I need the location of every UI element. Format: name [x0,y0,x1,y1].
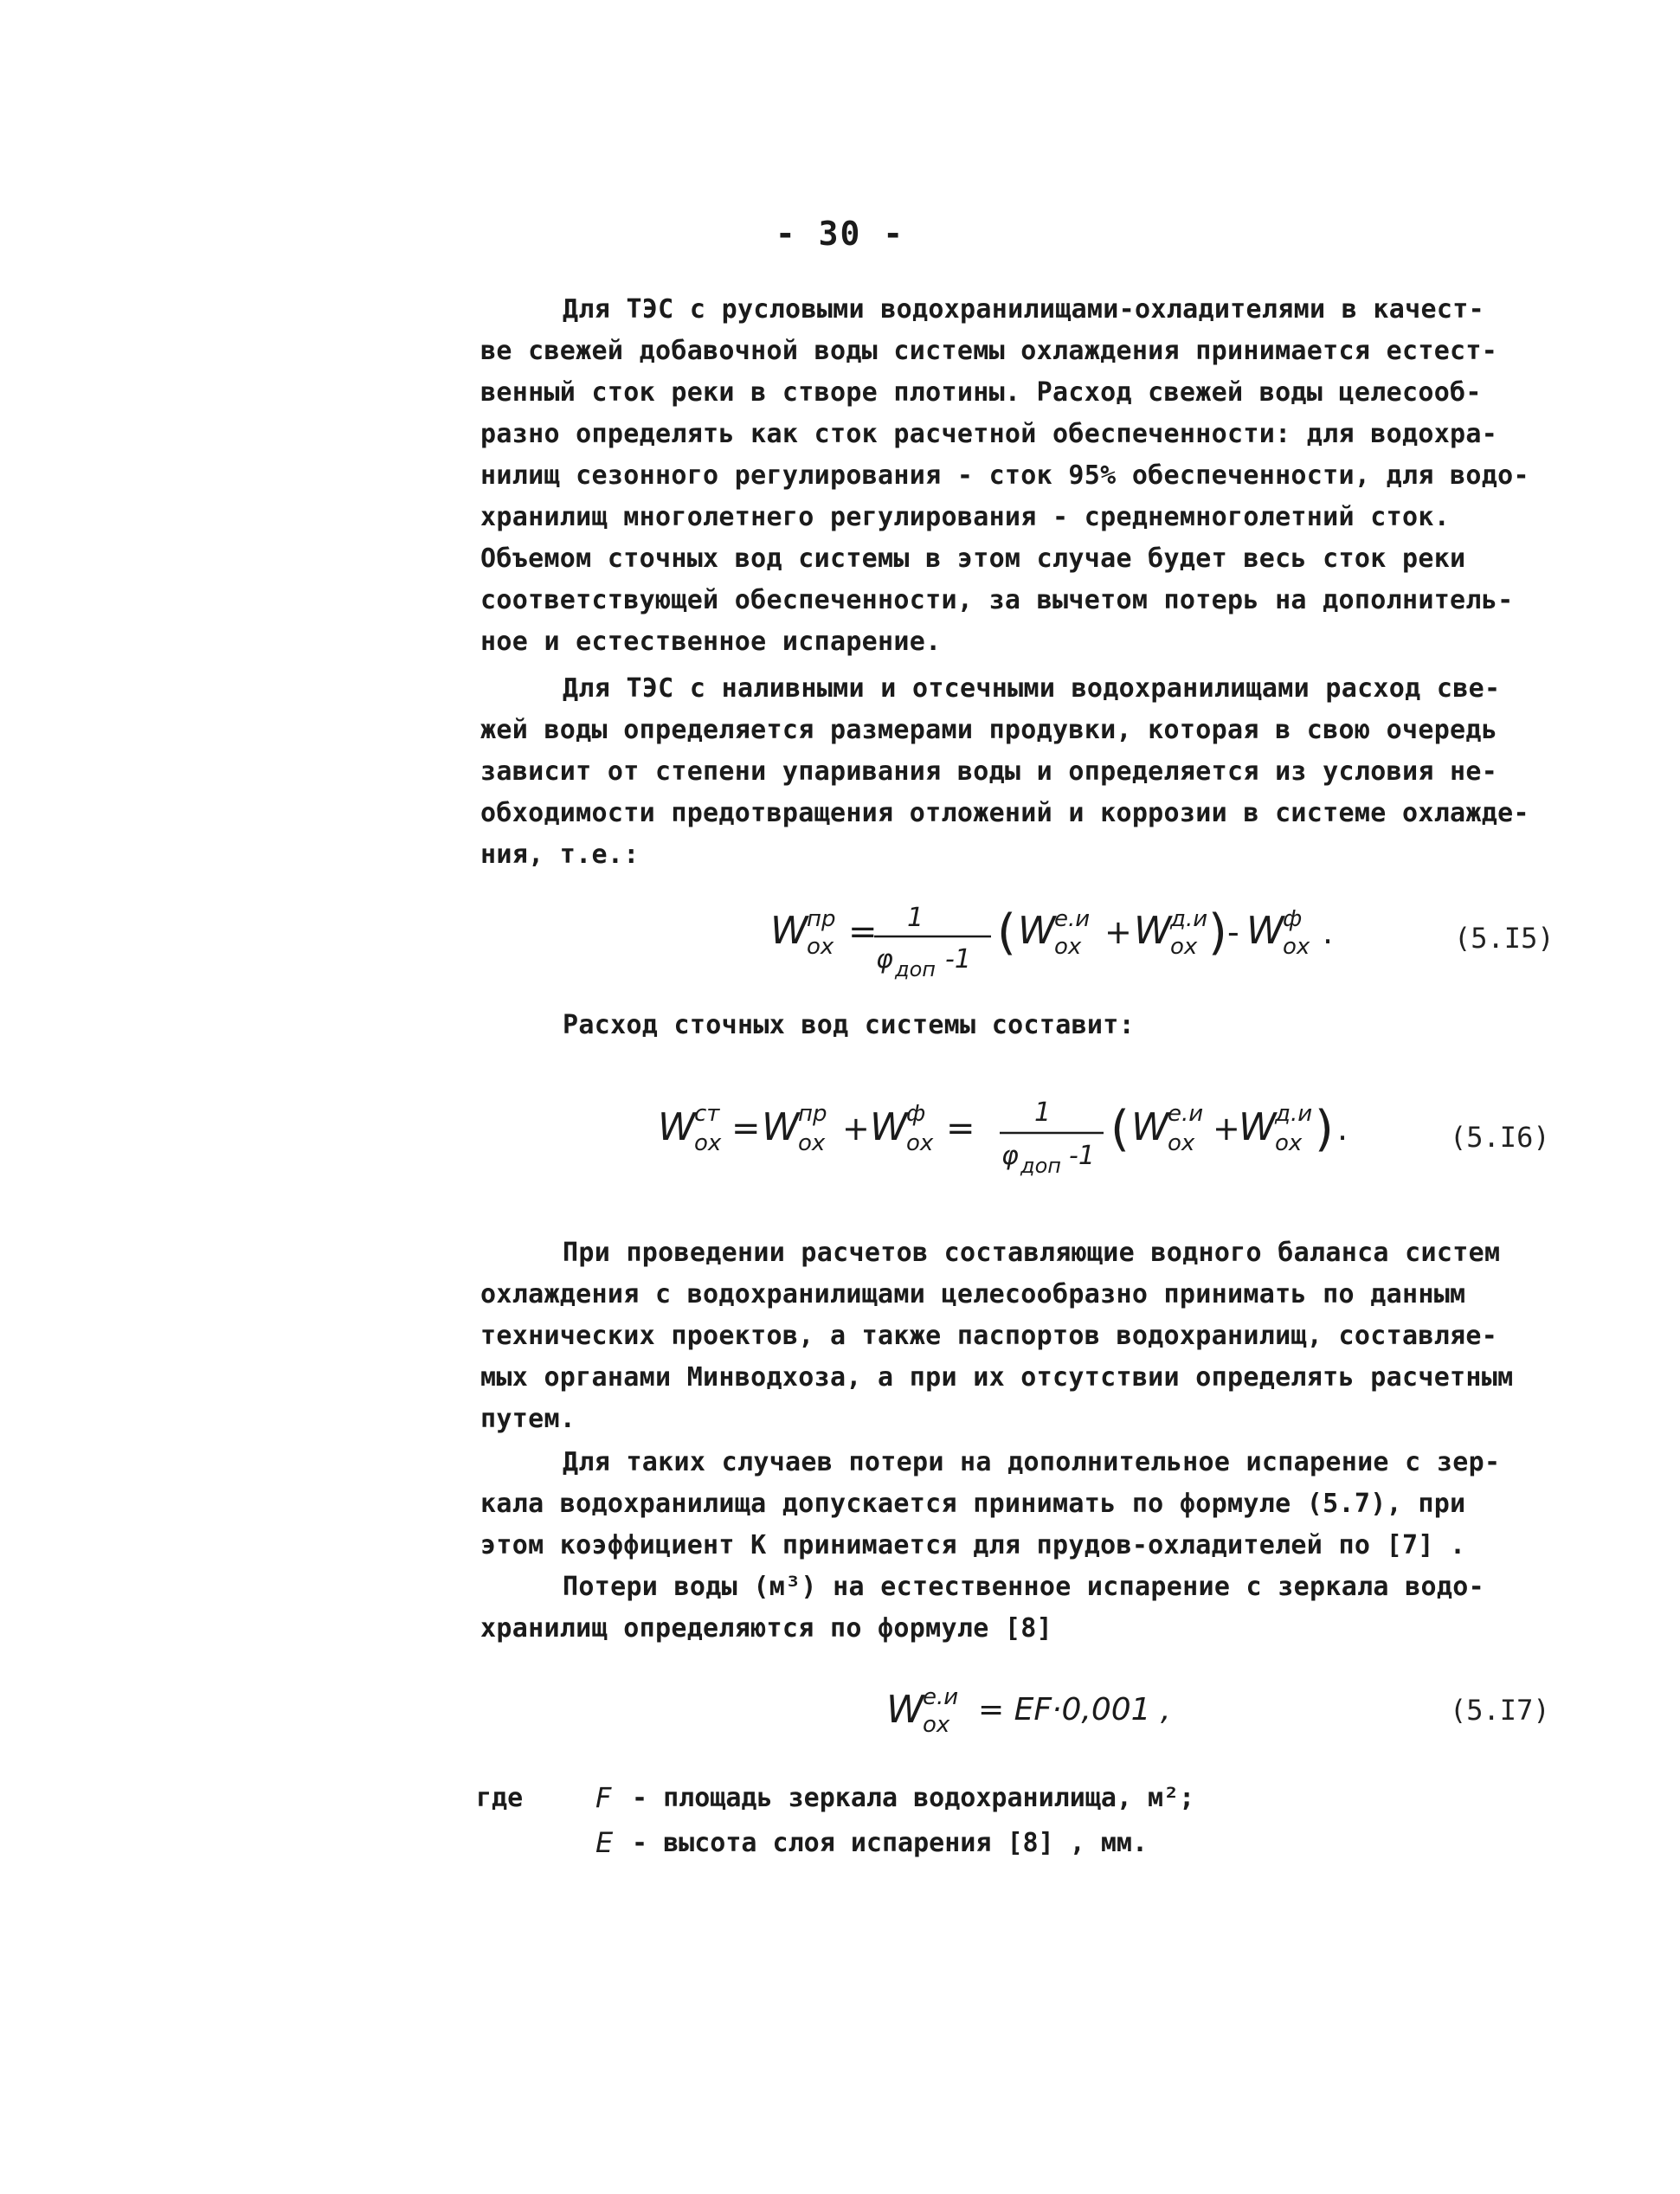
svg-text:-1: -1 [1069,1141,1095,1171]
svg-text:ох: ох [798,1130,826,1156]
svg-text:доп: доп [1020,1154,1061,1178]
svg-text:W: W [770,909,808,953]
formula-5-17-rhs: = EF·0,001 , [978,1692,1171,1728]
svg-text:1: 1 [1034,1097,1052,1128]
text-line: венный сток реки в створе плотины. Расход свежей воды целесооб- [480,377,1482,408]
svg-text:ох: ох [1170,934,1198,960]
svg-text:-: - [1227,913,1239,951]
svg-text:W: W [1134,909,1172,953]
svg-text:=: = [946,1109,975,1148]
paragraph-3 [480,1010,1597,1053]
formula-5-15 [762,891,1575,987]
text-line: хранилищ определяются по формуле [8] [480,1613,1053,1644]
svg-text:+: + [842,1110,870,1148]
equation-number: (5.I5) [1454,922,1554,955]
svg-text:-1: -1 [945,944,971,975]
svg-text:ох: ох [1054,934,1082,960]
text-line: Для ТЭС с русловыми водохранилищами-охладителями в качест- [563,294,1484,325]
text-line: Объемом сточных вод системы в этом случае будет весь сток реки [480,544,1466,574]
svg-text:ох: ох [923,1712,950,1738]
svg-text:ох: ох [1168,1130,1195,1156]
formula-5-17 [883,1675,1575,1753]
svg-text:ф: ф [1283,906,1303,932]
paragraph-2 [480,673,1597,881]
svg-text:(: ( [1110,1101,1130,1157]
text-line: Для ТЭС с наливными и отсечными водохранилищами расход све- [563,673,1501,704]
definition-symbol: F [595,1781,612,1814]
svg-text:пр: пр [807,906,836,932]
text-line: этом коэффициент K принимается для прудов-охладителей по [7] . [480,1530,1466,1560]
paragraph-5 [480,1447,1597,1655]
text-line: разно определять как сток расчетной обеспеченности: для водохра- [480,419,1498,449]
svg-text:φ: φ [1001,1141,1019,1171]
svg-text:.: . [1337,1110,1349,1148]
formula-5-16 [653,1086,1575,1186]
text-line: обходимости предотвращения отложений и коррозии в системе охлажде- [480,798,1529,828]
svg-text:е.и: е.и [1168,1101,1204,1127]
svg-text:ст: ст [694,1101,720,1127]
formula-5-15-graphic [762,891,1385,987]
svg-text:): ) [1208,904,1227,961]
svg-text:е.и: е.и [1054,906,1091,932]
text-line: мых органами Минводхоза, а при их отсутствии определять расчетным [480,1362,1514,1393]
svg-text:пр: пр [798,1101,827,1127]
equation-number: (5.I6) [1450,1121,1550,1154]
text-line: зависит от степени упаривания воды и определяется из условия не- [480,756,1498,787]
svg-text:ох: ох [807,934,834,960]
text-line: путем. [480,1404,576,1434]
svg-text:ох: ох [694,1130,722,1156]
svg-text:ох: ох [906,1130,934,1156]
svg-text:=: = [731,1109,761,1148]
svg-text:W: W [1239,1105,1277,1149]
svg-text:.: . [1323,913,1334,951]
svg-text:доп: доп [895,957,936,981]
text-line: хранилищ многолетнего регулирования - среднемноголетний сток. [480,502,1451,532]
text-line: ве свежей добавочной воды системы охлаждения принимается естест- [480,336,1498,366]
svg-text:(: ( [997,904,1016,961]
svg-text:W: W [886,1688,924,1732]
svg-text:д.и: д.и [1275,1101,1313,1127]
formula-5-17-graphic [883,1675,978,1753]
text-line: жей воды определяется размерами продувки, которая в свою очередь [480,715,1498,745]
text-line: Потери воды (м³) на естественное испарение с зеркала водо- [563,1572,1484,1602]
svg-text:W: W [870,1105,908,1149]
text-line: ное и естественное испарение. [480,627,942,657]
text-line: При проведении расчетов составляющие водного баланса систем [563,1238,1501,1268]
text-line: нилищ сезонного регулирования - сток 95% обеспеченности, для водо- [480,460,1529,491]
text-line: охлаждения с водохранилищами целесообразно принимать по данным [480,1279,1466,1309]
where-label: где [476,1783,524,1813]
where-definitions [476,1783,1601,1878]
svg-text:W: W [658,1105,696,1149]
svg-text:ф: ф [906,1101,926,1127]
text-line: соответствующей обеспеченности, за вычетом потерь на дополнитель- [480,585,1514,615]
svg-text:): ) [1315,1101,1334,1157]
definition-text: - высота слоя испарения [8] , мм. [632,1828,1149,1858]
text-line: Для таких случаев потери на дополнительное испарение с зер- [563,1447,1501,1477]
svg-text:W: W [1018,909,1056,953]
paragraph-1 [480,294,1597,675]
svg-text:φ: φ [876,944,893,975]
svg-text:=: = [848,912,878,952]
definition-symbol: E [595,1826,614,1859]
equation-number: (5.I7) [1450,1694,1550,1727]
text-line: ния, т.е.: [480,840,640,870]
svg-text:1: 1 [907,903,924,933]
paragraph-4 [480,1238,1597,1445]
formula-5-16-graphic [653,1086,1398,1186]
svg-text:ох: ох [1275,1130,1303,1156]
svg-text:ох: ох [1283,934,1310,960]
svg-text:W: W [1246,909,1284,953]
svg-text:д.и: д.и [1170,906,1208,932]
text-line: технических проектов, а также паспортов водохранилищ, составляе- [480,1321,1498,1351]
svg-text:W: W [1131,1105,1169,1149]
text-line: кала водохранилища допускается принимать по формуле (5.7), при [480,1489,1466,1519]
page-number: - 30 - [775,215,905,253]
svg-text:W: W [762,1105,800,1149]
definition-text: - площадь зеркала водохранилища, м²; [632,1783,1195,1813]
svg-text:+: + [1213,1110,1240,1148]
svg-text:+: + [1104,913,1132,951]
svg-text:е.и: е.и [923,1684,959,1710]
text-line: Расход сточных вод системы составит: [563,1010,1136,1040]
